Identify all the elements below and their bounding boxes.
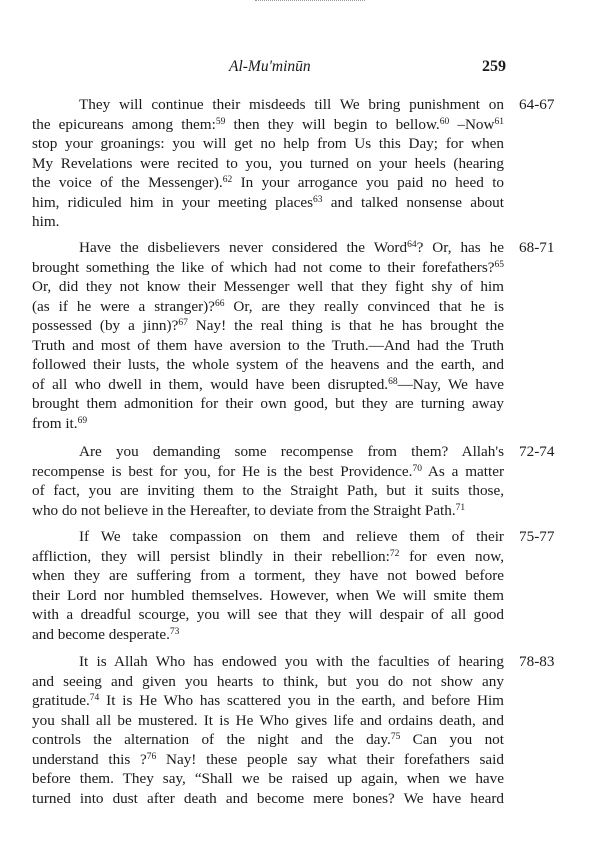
verse-reference: 75-77 <box>519 528 555 545</box>
footnote-marker: 60 <box>439 116 450 127</box>
text-segment: In your arrogance you paid no heed to <box>232 174 505 191</box>
text-segment: him, ridiculed him in your meeting places <box>32 193 314 211</box>
footnote-marker: 72 <box>389 548 400 559</box>
scan-artifact <box>255 0 365 5</box>
text-segment: with a dreadful scourge, you will see that they will despair of all good <box>32 606 504 623</box>
text-line <box>32 394 504 414</box>
text-line <box>32 238 504 258</box>
text-segment: from it. <box>32 414 78 432</box>
footnote-marker: 62 <box>222 175 233 185</box>
text-line <box>32 154 504 174</box>
paragraph <box>32 652 504 808</box>
verse-reference: 72-74 <box>519 443 555 460</box>
text-line <box>32 193 504 213</box>
footnote-marker: 65 <box>494 259 504 270</box>
text-line <box>32 134 504 154</box>
text-segment: of fact, you are inviting them to the Straight Path, but it suits those, <box>32 482 504 499</box>
text-line <box>32 672 504 692</box>
text-line <box>32 462 504 482</box>
text-segment: Have the disbelievers never considered the Word <box>79 239 408 256</box>
text-segment: Or, did they not know their Messenger well that they fight shy of him <box>32 278 504 295</box>
text-segment: gratitude. <box>32 692 90 709</box>
text-line <box>32 605 504 625</box>
text-line <box>32 336 504 356</box>
text-segment: and become desperate. <box>32 625 170 643</box>
text-line <box>32 212 504 232</box>
text-segment: As a matter <box>421 462 505 480</box>
paragraph <box>32 95 504 232</box>
text-line <box>32 711 504 731</box>
text-segment: who do not believe in the Hereafter, to deviate from the Straight Path. <box>32 501 456 519</box>
text-segment: Or, are they really convinced that he is <box>224 297 504 315</box>
text-segment: Can you not <box>400 731 504 748</box>
text-segment: the epicureans among them: <box>32 115 216 133</box>
text-segment: –Now <box>449 115 495 133</box>
text-segment: stop your groanings: you will get no help from Us this Day; for when <box>32 135 504 152</box>
footnote-marker: 64 <box>407 240 417 250</box>
text-segment: turned into dust after death and become mere bones? We have heard <box>32 789 504 807</box>
page-number: 259 <box>482 58 506 75</box>
running-head <box>0 58 600 78</box>
text-segment: Nay! these people say what their forefathers said <box>156 750 504 768</box>
text-segment: Are you demanding some recompense from them? Allah's <box>79 443 504 460</box>
text-line <box>32 316 504 336</box>
text-segment: It is Allah Who has endowed you with the faculties of hearing <box>79 653 504 670</box>
text-line <box>32 375 504 395</box>
paragraph <box>32 442 504 520</box>
verse-reference: 78-83 <box>519 653 555 670</box>
verse-reference: 68-71 <box>519 239 555 256</box>
text-segment: —Nay, We have <box>397 375 504 393</box>
text-segment: him. <box>32 213 60 230</box>
text-segment: Nay! the real thing is that he has brought the <box>187 317 504 334</box>
text-segment: and talked nonsense about <box>322 193 504 211</box>
footnote-marker: 67 <box>178 318 188 328</box>
footnote-marker: 68 <box>388 376 398 387</box>
text-line <box>32 297 504 317</box>
footnote-marker: 69 <box>77 415 88 426</box>
text-line <box>32 730 504 750</box>
text-line <box>32 355 504 375</box>
text-segment: their Lord nor humbled themselves. However, when We will smite them <box>32 586 504 604</box>
text-line <box>32 442 504 462</box>
text-line <box>32 277 504 297</box>
footnote-marker: 66 <box>214 298 225 309</box>
text-segment: then they will begin to bellow. <box>225 115 440 133</box>
footnote-marker: 71 <box>455 502 466 513</box>
text-segment: recompense is best for you, for He is the best Providence. <box>32 462 413 480</box>
chapter-title: Al-Mu'minūn <box>229 58 311 75</box>
text-line <box>32 527 504 547</box>
text-line <box>32 566 504 586</box>
text-line <box>32 258 504 278</box>
text-segment: of all who dwell in them, would have been disrupted. <box>32 375 389 393</box>
text-line <box>32 173 504 193</box>
text-line <box>32 652 504 672</box>
paragraph <box>32 238 504 433</box>
footnote-marker: 76 <box>146 751 157 762</box>
text-segment: and seeing and given you hearts to think, but you do not show any <box>32 672 504 690</box>
verse-reference: 64-67 <box>519 96 555 113</box>
text-segment: Truth and most of them have aversion to the Truth.—And had the Truth <box>32 336 504 354</box>
text-segment: when they are suffering from a torment, they have not bowed before <box>32 567 504 584</box>
text-segment: the voice of the Messenger). <box>32 174 223 191</box>
footnote-marker: 74 <box>89 693 100 703</box>
footnote-marker: 75 <box>390 732 401 742</box>
text-segment: for even now, <box>399 547 504 565</box>
text-segment: possessed (by a jinn)? <box>32 317 179 334</box>
footnote-marker: 70 <box>412 463 422 474</box>
text-segment: It is He Who has scattered you in the earth, and before Him <box>99 692 504 709</box>
text-segment: affliction, they will persist blindly in their rebellion: <box>32 547 390 565</box>
text-line <box>32 789 504 809</box>
text-segment: ? Or, has he <box>416 239 504 256</box>
text-line <box>32 547 504 567</box>
text-line <box>32 481 504 501</box>
text-segment: you shall all be mustered. It is He Who gives life and ordains death, and <box>32 711 504 729</box>
text-line <box>32 501 504 521</box>
text-line <box>32 414 504 434</box>
text-segment: If We take compassion on them and relieve them of their <box>79 528 504 545</box>
footnote-marker: 73 <box>169 626 180 637</box>
text-segment: (as if he were a stranger)? <box>32 297 215 315</box>
text-line <box>32 586 504 606</box>
text-segment: My Revelations were recited to you, you turned on your heels (hearing <box>32 154 504 172</box>
text-segment: controls the alternation of the night and the day. <box>32 731 391 748</box>
text-line <box>32 750 504 770</box>
text-segment: brought them admonition for their own good, but they are turning away <box>32 395 504 412</box>
paragraph <box>32 527 504 644</box>
text-segment: They will continue their misdeeds till We bring punishment on <box>79 96 504 113</box>
footnote-marker: 63 <box>313 194 323 205</box>
text-line <box>32 95 504 115</box>
text-line <box>32 769 504 789</box>
text-segment: understand this ? <box>32 750 147 768</box>
text-line <box>32 115 504 135</box>
text-segment: before them. They say, “Shall we be raised up again, when we have <box>32 770 504 787</box>
footnote-marker: 59 <box>215 116 226 127</box>
text-segment: followed their lusts, the whole system of the heavens and the earth, and <box>32 356 504 373</box>
text-segment: brought something the like of which had not come to their forefathers? <box>32 258 495 276</box>
text-line <box>32 691 504 711</box>
text-line <box>32 625 504 645</box>
footnote-marker: 61 <box>494 116 504 127</box>
